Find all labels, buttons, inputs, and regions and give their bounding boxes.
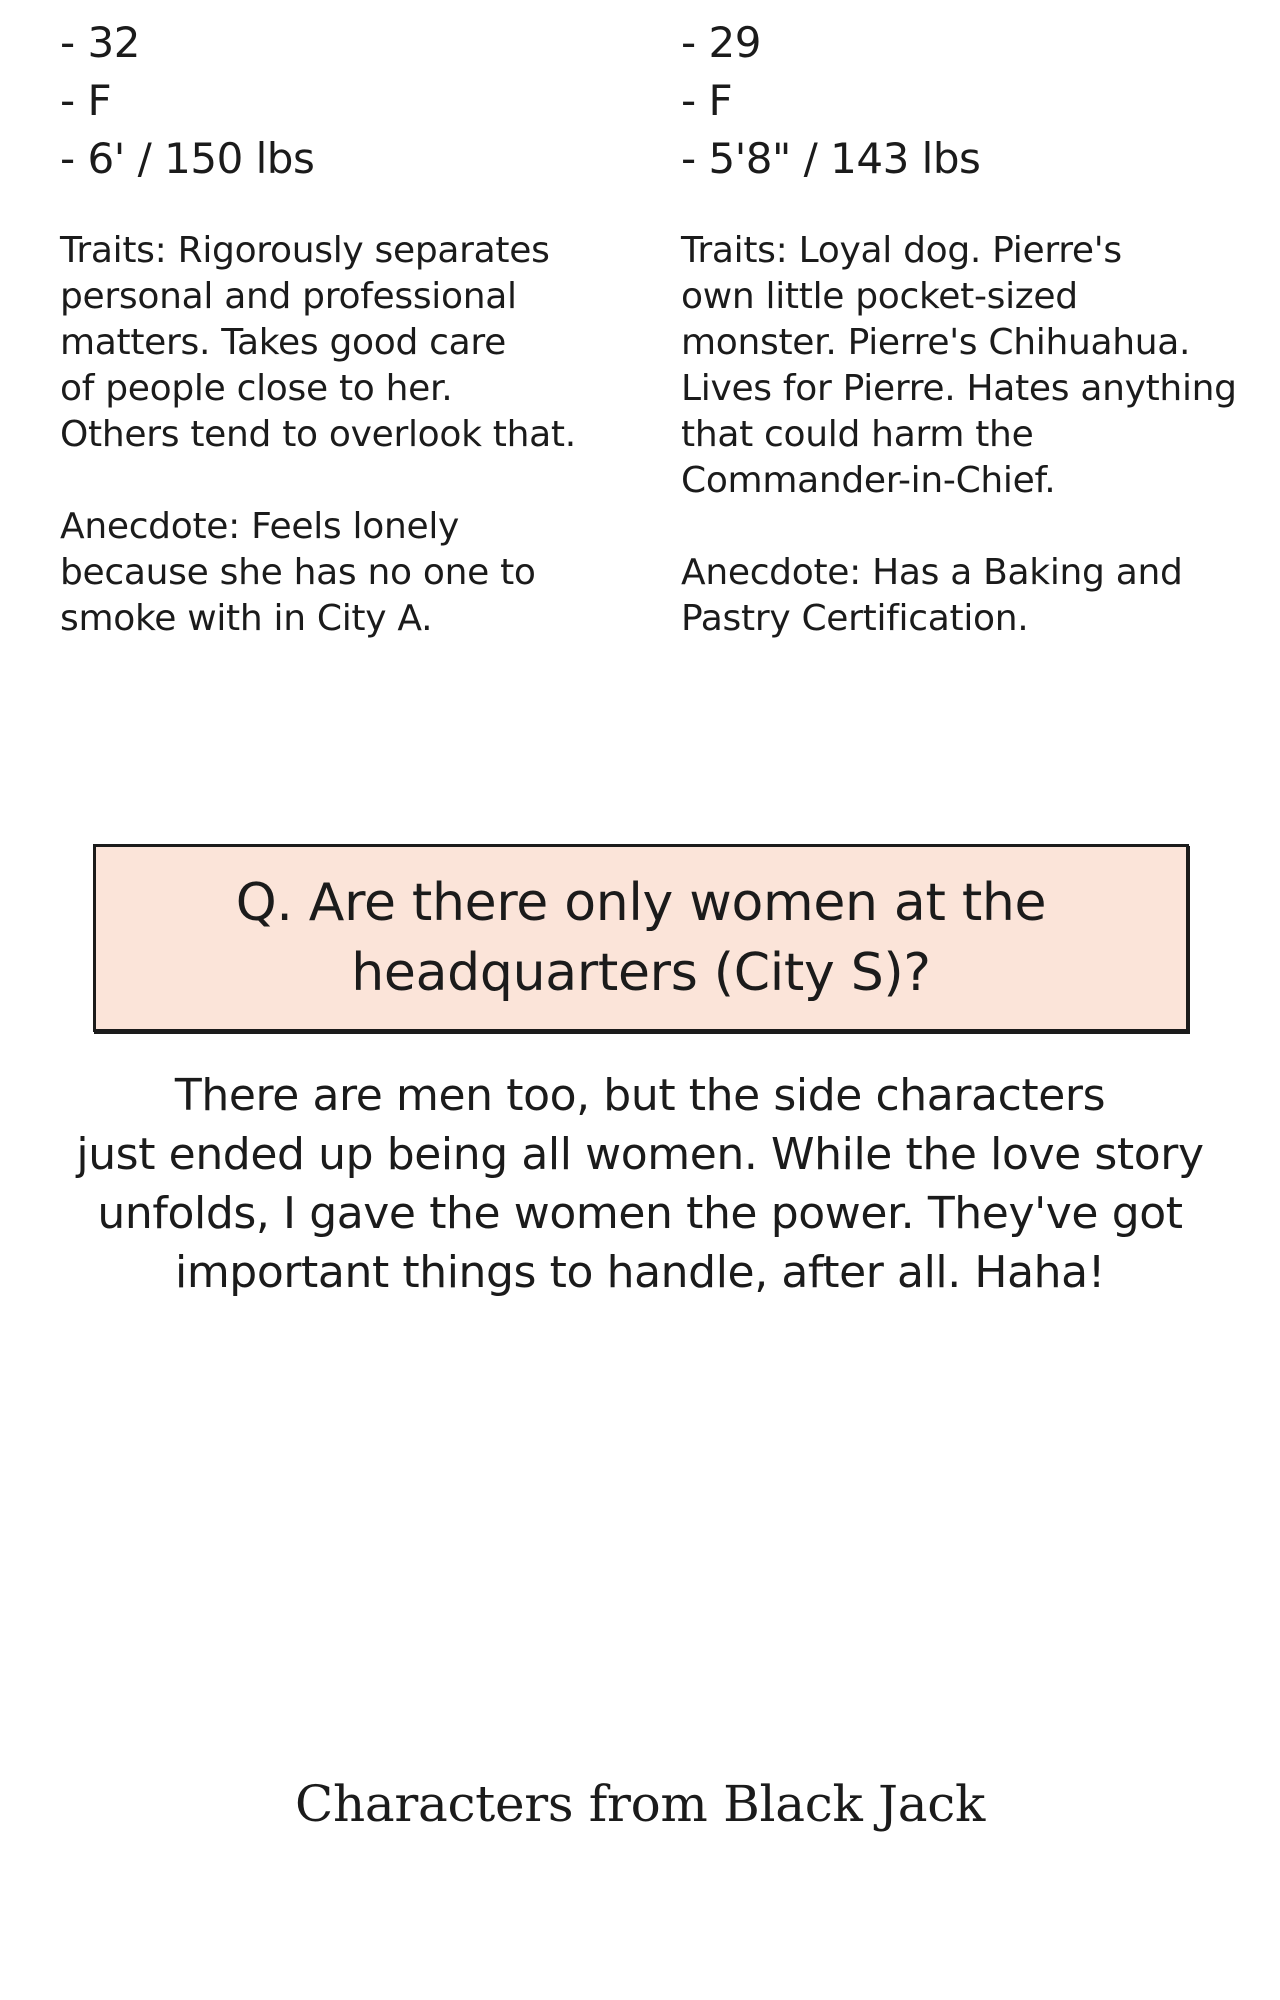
left-profile-stats: [60, 14, 620, 188]
left-profile-height-weight: - 6' / 150 lbs: [60, 134, 315, 183]
question-text: Q. Are there only women at the headquarters (City S)?: [235, 873, 1047, 1003]
right-profile-age: - 29: [681, 18, 761, 67]
left-profile-traits: Traits: Rigorously separates personal and professional matters. Takes good care of people close to her. Others tend to overlook that.: [60, 230, 576, 455]
left-profile-sex: - F: [60, 76, 112, 125]
right-profile-traits: Traits: Loyal dog. Pierre's own little pocket-sized monster. Pierre's Chihuahua. Lives for Pierre. Hates anything that could harm the Commander-in-Chief.: [681, 230, 1237, 501]
right-profile-spacer: [681, 504, 1251, 550]
right-profile-sex: - F: [681, 76, 733, 125]
right-profile-anecdote: Anecdote: Has a Baking and Pastry Certification.: [681, 552, 1183, 639]
right-profile: [681, 14, 1251, 642]
answer-text: There are men too, but the side characters just ended up being all women. While the love story unfolds, I gave the women the power. They've got important things to handle, after all. Haha!: [76, 1070, 1204, 1298]
right-profile-height-weight: - 5'8" / 143 lbs: [681, 134, 981, 183]
left-profile: [60, 14, 620, 642]
question-box: [93, 844, 1189, 1032]
left-profile-anecdote: Anecdote: Feels lonely because she has no one to smoke with in City A.: [60, 506, 536, 639]
left-profile-spacer: [60, 458, 620, 504]
left-profile-age: - 32: [60, 18, 140, 67]
right-profile-stats: [681, 14, 1251, 188]
section-title: Characters from Black Jack: [294, 1775, 986, 1833]
